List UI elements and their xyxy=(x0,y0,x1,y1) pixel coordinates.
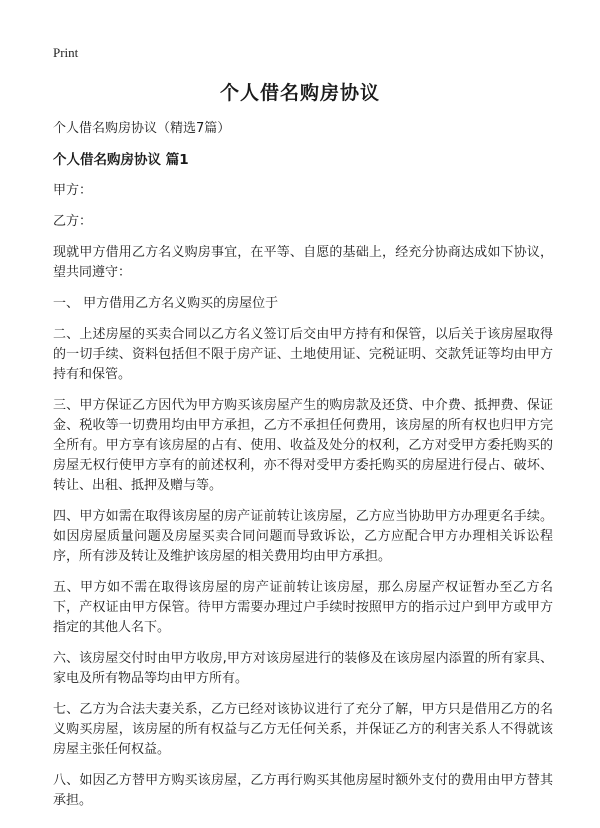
intro-paragraph: 现就甲方借用乙方名义购房事宜，在平等、自愿的基础上，经充分协商达成如下协议，望共同遵守： xyxy=(53,245,553,280)
clause-3: 三、甲方保证乙方因代为甲方购买该房屋产生的购房款及还贷、中介费、抵押费、保证金、税收等一切费用均由甲方承担，乙方不承担任何费用，该房屋的所有权也归甲方完全所有。甲方享有该房屋的占有、使用、收益及处分的权利，乙方对受甲方委托购买的房屋无权行使甲方享有的前述权利，亦不得对受甲方委托购买的房屋进行侵占、破坏、转让、出租、抵押及赠与等。 xyxy=(53,398,553,493)
clause-8: 八、如因乙方替甲方购买该房屋，乙方再行购买其他房屋时额外支付的费用由甲方替其承担。 xyxy=(53,773,553,808)
agreement-body xyxy=(53,243,553,822)
print-link[interactable]: Print xyxy=(53,45,79,60)
clause-1: 一、 甲方借用乙方名义购买的房屋位于 xyxy=(53,296,279,311)
clause-2: 二、上述房屋的买卖合同以乙方名义签订后交由甲方持有和保管，以后关于该房屋取得的一切手续、资料包括但不限于房产证、土地使用证、完税证明、交款凭证等均由甲方持有和保管。 xyxy=(53,327,553,382)
section-heading: 个人借名购房协议 篇1 xyxy=(53,152,189,168)
clause-4: 四、甲方如需在取得该房屋的房产证前转让该房屋，乙方应当协助甲方办理更名手续。如因房屋质量问题及房屋买卖合同问题而导致诉讼，乙方应配合甲方办理相关诉讼程序，所有涉及转让及维护该房屋的相关费用均由甲方承担。 xyxy=(53,509,553,564)
document-subtitle: 个人借名购房协议（精选7篇） xyxy=(53,121,231,136)
party-a-label: 甲方： xyxy=(53,183,93,198)
clause-7: 七、乙方为合法夫妻关系，乙方已经对该协议进行了充分了解，甲方只是借用乙方的名义购买房屋，该房屋的所有权益与乙方无任何关系，并保证乙方的利害关系人不得就该房屋主张任何权益。 xyxy=(53,702,553,757)
clause-5: 五、甲方如不需在取得该房屋的房产证前转让该房屋，那么房屋产权证暂办至乙方名下，产权证由甲方保管。待甲方需要办理过户手续时按照甲方的指示过户到甲方或甲方指定的其他人名下。 xyxy=(53,580,553,635)
document-title: 个人借名购房协议 xyxy=(219,82,380,104)
party-b-label: 乙方： xyxy=(53,214,93,229)
clause-6: 六、该房屋交付时由甲方收房,甲方对该房屋进行的装修及在该房屋内添置的所有家具、家电及所有物品等均由甲方所有。 xyxy=(53,651,553,686)
